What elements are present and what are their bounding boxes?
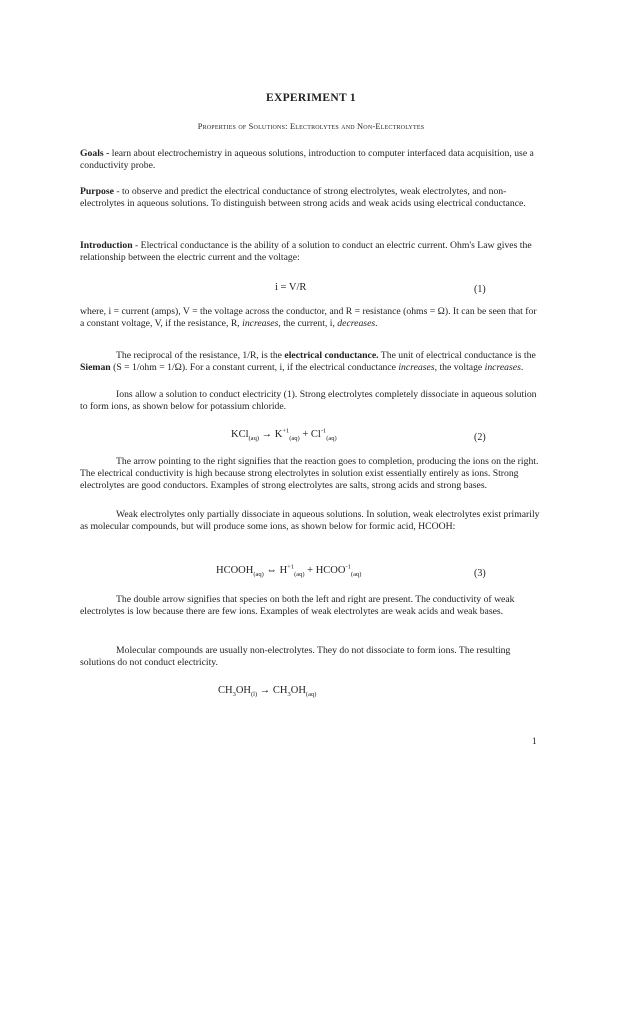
page-subtitle: Properties of Solutions: Electrolytes and Non-Electrolytes — [197, 122, 425, 131]
page-title: EXPERIMENT 1 — [266, 92, 356, 104]
equation-1-number: (1) — [474, 284, 486, 295]
equation-3-number: (3) — [474, 568, 486, 579]
equation-2: $KCl_{(aq)} \to K^{+1}_{(aq)} + Cl^{-1}_{(aq)}$ — [231, 427, 337, 443]
double-arrow-paragraph: The double arrow signifies that species on both the left and right are present. The conductivity of weak electrolytes is low because there are few ions. Examples of weak electrolytes are weak acids and weak bases. — [80, 594, 515, 617]
goals-label: Goals - — [80, 148, 110, 159]
molecular-compounds-paragraph: Molecular compounds are usually non-electrolytes. They do not dissociate to form ions. The resulting solutions do not conduct electricity. — [80, 645, 511, 668]
weak-electrolytes-paragraph: Weak electrolytes only partially dissociate in aqueous solutions. In solution, weak electrolytes exist primarily as molecular compounds, but will produce some ions, as shown below for formic acid, HCOOH: — [80, 509, 540, 532]
where-paragraph: where, i = current (amps), V = the voltage across the conductor, and R = resistance (ohms = Ω). It can be seen that for a constant voltage, V, if the resistance, R, increases, the current, i, decreases. — [80, 306, 537, 329]
introduction-label: Introduction — [80, 240, 133, 251]
introduction-paragraph: Introduction - Electrical conductance is the ability of a solution to conduct an electric current. Ohm's Law gives the relationship between the electric current and the voltage: — [80, 240, 532, 263]
arrow-paragraph: The arrow pointing to the right signifies that the reaction goes to completion, producing the ions on the right. The electrical conductivity is high because strong electrolytes in solution exist essentially entirely as ions. Strong electrolytes are good conductors. Examples of strong electrolytes are salts, strong acids and strong bases. — [80, 456, 539, 491]
equation-3: $HCOOH_{(aq)}$ ⇔ $H^{+1}_{(aq)}$ + $HCOO^{-1}_{(aq)}$ — [216, 563, 362, 579]
ions-paragraph: Ions allow a solution to conduct electricity (1). Strong electrolytes completely dissociate in aqueous solution to form ions, as shown below for potassium chloride. — [80, 389, 537, 412]
equation-4: $CH_3OH_{(l)} \to CH_3OH_{(aq)}$ — [218, 685, 317, 699]
page-number: 1 — [532, 737, 537, 747]
equation-1: i = V/R — [275, 282, 307, 293]
goals-paragraph: Goals - learn about electrochemistry in aqueous solutions, introduction to computer interfaced data acquisition, use a conductivity probe. — [80, 148, 534, 171]
purpose-paragraph: Purpose - to observe and predict the electrical conductance of strong electrolytes, weak electrolytes, and non-electrolytes in aqueous solutions. To distinguish between strong acids and weak acids using electrical conductance. — [80, 186, 526, 209]
purpose-label: Purpose — [80, 186, 114, 197]
reciprocal-paragraph: The reciprocal of the resistance, 1/R, is the electrical conductance. The unit of electrical conductance is the Sieman (S = 1/ohm = 1/Ω). For a constant current, i, if the electrical conductance increases, the voltage increases. — [80, 350, 536, 373]
equation-2-number: (2) — [474, 432, 486, 443]
